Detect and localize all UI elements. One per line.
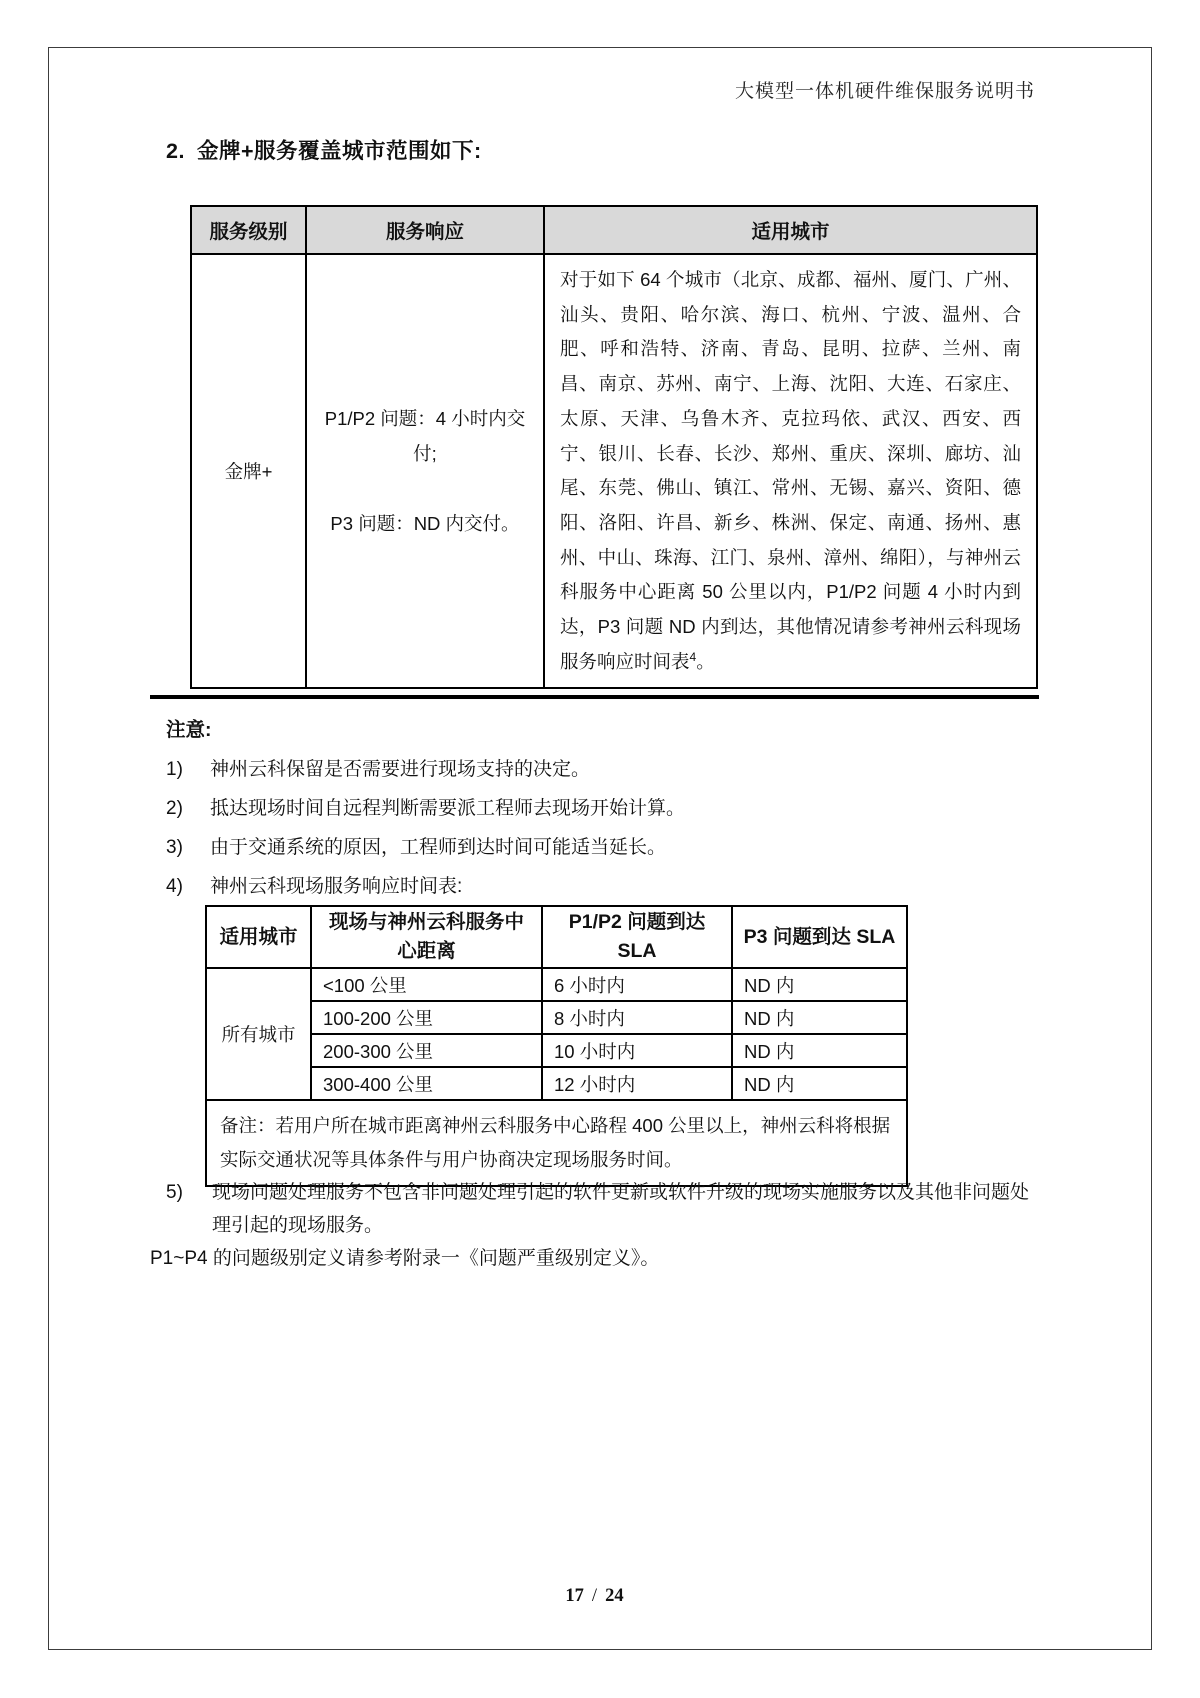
list-item [166, 874, 1046, 900]
header-distance: 现场与神州云科服务中心距离 [311, 906, 542, 968]
notes-label: 注意: [166, 719, 212, 741]
section-title: 金牌+服务覆盖城市范围如下: [196, 139, 482, 163]
table-row [206, 1067, 907, 1100]
current-page-number: 17 [565, 1586, 584, 1606]
header-service-level: 服务级别 [191, 206, 306, 254]
page-separator: / [591, 1586, 598, 1606]
cell-p1p2-sla: 12 小时内 [542, 1067, 732, 1100]
cell-p3-sla: ND 内 [732, 1034, 907, 1067]
gold-plus-table-header [191, 206, 1037, 254]
cell-distance: 200-300 公里 [311, 1034, 542, 1067]
list-item [166, 757, 1046, 783]
header-applicable-cities: 适用城市 [544, 206, 1037, 254]
cell-p3-sla: ND 内 [732, 968, 907, 1001]
notes-list [166, 757, 1046, 913]
list-item-text: 抵达现场时间自远程判断需要派工程师去现场开始计算。 [210, 798, 686, 819]
table-row [206, 1001, 907, 1034]
gold-plus-service-table [190, 205, 1038, 689]
response-line-p1p2: P1/P2 问题：4 小时内交付; [324, 408, 526, 465]
cell-remark: 备注：若用户所在城市距离神州云科服务中心路程 400 公里以上，神州云科将根据实际交通状况等具体条件与用户协商决定现场服务时间。 [206, 1100, 907, 1186]
cities-text: 对于如下 64 个城市（北京、成都、福州、厦门、广州、汕头、贵阳、哈尔滨、海口、杭州、宁波、温州、合肥、呼和浩特、济南、青岛、昆明、拉萨、兰州、南昌、南京、苏州、南宁、上海、沈阳、大连、石家庄、太原、天津、乌鲁木齐、克拉玛依、武汉、西安、西宁、银川、长春、长沙、郑州、重庆、深圳、廊坊、汕尾、东莞、佛山、镇江、常州、无锡、嘉兴、资阳、德阳、洛阳、许昌、新乡、株洲、保定、南通、扬州、惠州、中山、珠海、江门、泉州、漳州、绵阳），与神州云科服务中心距离 50 公里以内，P1/P2 问题 4 小时内到达，P3 问题 ND 内到达，其他情况请参考神州云科现场服务响应时间表 [560, 269, 1021, 672]
total-page-number: 24 [605, 1586, 624, 1606]
table-header-row [206, 906, 907, 968]
horizontal-rule [150, 695, 1039, 699]
list-item-text: 由于交通系统的原因，工程师到达时间可能适当延长。 [210, 837, 667, 858]
header-applicable-city: 适用城市 [206, 906, 311, 968]
cell-p1p2-sla: 8 小时内 [542, 1001, 732, 1034]
list-item-text: 神州云科保留是否需要进行现场支持的决定。 [210, 759, 591, 780]
list-item-number: 4) [166, 876, 183, 897]
footnote-marker: 4 [689, 649, 697, 664]
cell-p1p2-sla: 6 小时内 [542, 968, 732, 1001]
page-footer [150, 1586, 1039, 1607]
header-p1p2-sla: P1/P2 问题到达 SLA [542, 906, 732, 968]
list-item-number: 3) [166, 837, 183, 858]
cell-city-group: 所有城市 [206, 968, 311, 1100]
list-item-text: 神州云科现场服务响应时间表: [210, 876, 463, 897]
closing-line: P1~P4 的问题级别定义请参考附录一《问题严重级别定义》。 [150, 1248, 660, 1269]
list-item-number: 5) [166, 1182, 183, 1203]
table-header-row [191, 206, 1037, 254]
cell-p3-sla: ND 内 [732, 1067, 907, 1100]
table-row [206, 968, 907, 1001]
list-item [166, 835, 1046, 861]
cities-suffix: 。 [696, 650, 715, 672]
response-table-header [206, 906, 907, 968]
section-number: 2. [166, 139, 185, 163]
cell-p1p2-sla: 10 小时内 [542, 1034, 732, 1067]
cell-distance: <100 公里 [311, 968, 542, 1001]
response-line-p3: P3 问题：ND 内交付。 [330, 513, 520, 535]
list-item [166, 796, 1046, 822]
section-heading [166, 134, 482, 165]
cell-distance: 300-400 公里 [311, 1067, 542, 1100]
list-item [166, 1176, 1040, 1242]
cell-service-response [306, 254, 544, 688]
list-item-number: 2) [166, 798, 183, 819]
list-item-number: 1) [166, 759, 183, 780]
list-item-text: 现场问题处理服务不包含非问题处理引起的软件更新或软件升级的现场实施服务以及其他非问题处理引起的现场服务。 [212, 1182, 1030, 1236]
table-row [191, 254, 1037, 688]
cell-applicable-cities [544, 254, 1037, 688]
header-service-response: 服务响应 [306, 206, 544, 254]
table-row [206, 1100, 907, 1186]
header-p3-sla: P3 问题到达 SLA [732, 906, 907, 968]
cell-service-level: 金牌+ [191, 254, 306, 688]
cell-distance: 100-200 公里 [311, 1001, 542, 1034]
table-row [206, 1034, 907, 1067]
cell-p3-sla: ND 内 [732, 1001, 907, 1034]
document-header-title: 大模型一体机硬件维保服务说明书 [734, 81, 1035, 102]
onsite-response-time-table [205, 905, 908, 1187]
